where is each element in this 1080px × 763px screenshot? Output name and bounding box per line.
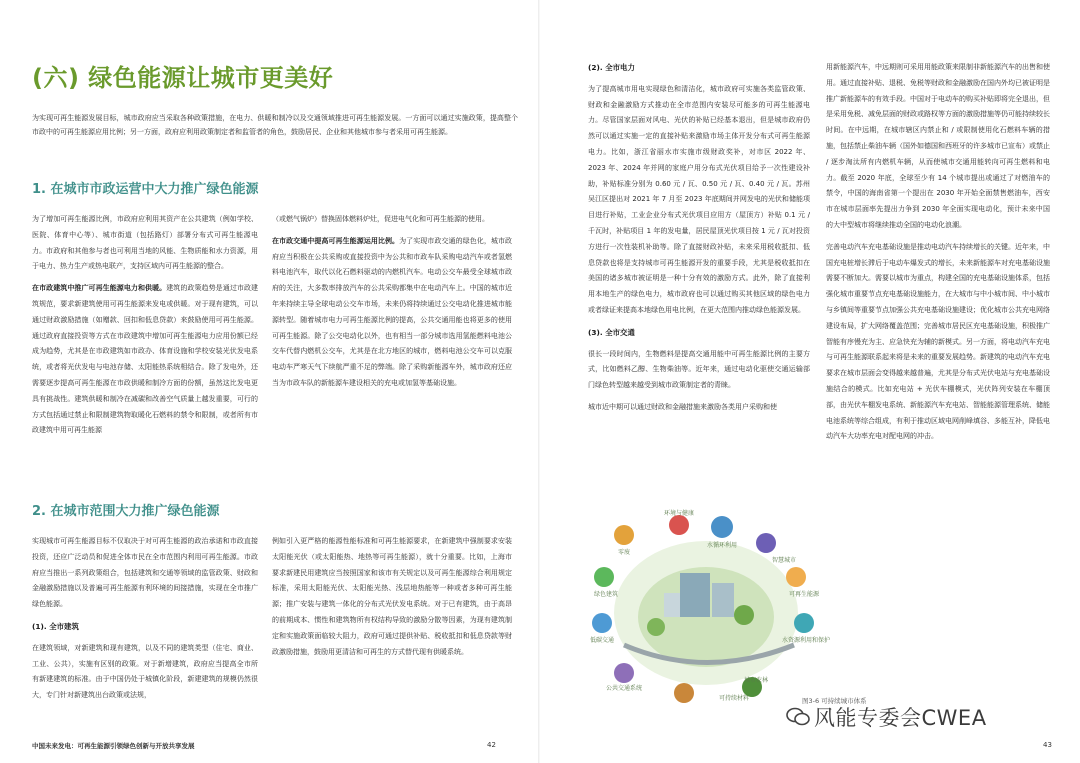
figure-label: 水循环利用 xyxy=(706,542,737,549)
paragraph: 用新能源汽车，中远期则可采用用能政策来限制非新能源汽车的出售和使用。通过直接补贴、退税、免税等财政和金融激励在国内外均已被证明是推广新能源车的有效手段。中国对于电动车的购买补贴即将完全退出，但是采用免税、减免层面的财政或路权等方面的激励措施等仍可能持续较长时间。在中远期，在城市辖区内禁止和 / 或限制使用化石燃料车辆的措施，包括禁止柴油车辆（国外如德国和西班牙的许多城市已宣布）或禁止 / 逐步淘汰所有内燃机车辆，从而使城市交通用能转向可再生燃料和电力。截至 2020 年底，全球至少有 14 个城市提出或通过了对燃油车的禁令，中国的海南省第一个提出在 2030 年开始全面禁售燃油车，西安市在城市层面率先提出力争到 2030 年全面实现电动化，预计未来中国的大中型城市将继续推动全国的电动化浪潮。 xyxy=(826,63,1050,229)
paragraph: 实现城市可再生能源目标不仅取决于对可再生能源的政治承诺和市政直接投资，还应广泛动员和促进全体市民在全市范围内利用可再生能源。市政府应当推出一系列政策组合，包括建筑和交通等领域的监管政策、财政和金融激励措施以及普遍可再生能源有利环境的间接措施，实现在全市推广绿色能源。 xyxy=(32,537,258,609)
paragraph: 例如引入更严格的能源性能标准和可再生能源要求，在新建筑中强制要求安装太阳能光伏（或太阳能热、地热等可再生能源），就十分重要。比如，上海市要求新建民用建筑应当按照国家和该市有关规定以及可再生能源综合利用规定标准，采用太阳能光伏、太阳能光热、浅层地热能等一种或者多种可再生能源；推广安装与建筑一体化的分布式光伏发电系统。对于已有建筑，由于高昂的前期成本、惯性和建筑物所有权结构导致的激励分散等因素，为现有建筑制定和实施政策面临较大阻力，政府可通过提供补贴、税收抵扣和低息贷款等财政激励措施，鼓励用更清洁和可再生的方式替代现有供暖系统。 xyxy=(272,537,512,656)
paragraph: 城市近中期可以通过财政和金融措施来激励各类用户采购和使 xyxy=(588,402,777,411)
renewable-energy-icon xyxy=(786,567,806,587)
paragraph-body: 为了实现市政交通的绿色化，城市政府应当积极在公共采购或直接投资中为公共和市政车队采购电动汽车或者氢燃料电池汽车，取代以化石燃料驱动的内燃机汽车。电动公交车最受全球城市政府的关注，大多数率排放汽车的公共采购都集中在电动汽车上。中国的城市近年来持续主导全球电动公交车市场，未来仍将持续通过公交电动化推进城市能源转型。随着城市电力可再生能源比例的提高，公共交通用能也将更多的使用可再生能源。除了公交电动化以外，也有相当一部分城市选用氢能燃料电池公交车代替内燃机公交车，尤其是在北方地区的城市，燃料电池公交车可以克服电动车严寒天气下续航严重不足的弊端。除了采购新能源车外，城市政府还应当为市政车队的新能源车建设相关的充电或加氢等基础设施。 xyxy=(272,236,513,387)
public-transit-icon xyxy=(614,663,634,683)
bold-lead: 在市政建筑中推广可再生能源电力和供暖。 xyxy=(32,284,167,293)
section1-heading: 1. 在城市市政运营中大力推广绿色能源 xyxy=(32,182,259,197)
paragraph: 为了增加可再生能源比例，市政府应利用其资产在公共建筑（例如学校、医院、体育中心等）、城市街道（包括路灯）部署分布式可再生能源电力。市政府和其他参与者也可利用当地的风能、生物质能和水力资源，用于电力、热力生产或热电联产，支持区域内可再生能源的整合。 xyxy=(32,215,258,271)
paragraph xyxy=(272,234,512,392)
figure-label: 智慧城市 xyxy=(771,557,796,564)
low-carbon-transport-icon xyxy=(592,613,612,633)
figure-label: 可再生能源 xyxy=(788,591,819,598)
water-cycle-icon xyxy=(711,516,733,538)
section1-col2 xyxy=(272,212,512,398)
smart-city-icon xyxy=(756,533,776,553)
watermark xyxy=(786,702,987,732)
page-number: 43 xyxy=(1043,741,1052,749)
right-col2 xyxy=(826,60,1050,451)
paragraph: （或燃气锅炉）替换固体燃料炉灶，促进电气化和可再生能源的使用。 xyxy=(272,215,489,223)
sustainable-city-figure xyxy=(584,505,834,705)
intro-paragraph: 为实现可再生能源发展目标，城市政府应当采取各种政策措施，在电力、供暖和制冷以及交通领域推进可再生能源发展。一方面可以通过实施政策，提高整个市政中的可再生能源应用比例；另一方面，政府应利用政策制定者和监管者的角色，鼓励居民、企业和其他城市参与者采用可再生能源。 xyxy=(32,114,518,136)
figure-label: 环境与健康 xyxy=(663,510,694,517)
figure-label: 城市农林 xyxy=(743,677,768,684)
section2-heading: 2. 在城市范围大力推广绿色能源 xyxy=(32,504,220,519)
building-icon xyxy=(680,573,710,617)
city-illustration xyxy=(584,505,834,705)
figure-label: 零废 xyxy=(617,549,630,556)
bold-lead: 在市政交通中提高可再生能源运用比例。 xyxy=(272,236,400,245)
section2-col1 xyxy=(32,534,258,710)
figure-label: 绿色建筑 xyxy=(593,591,618,598)
paragraph: 在建筑领域，对新建筑和现有建筑，以及不同的建筑类型（住宅、商业、工业、公共），实施有区别的政策。对于新增建筑，政府应当提高全市所有新建建筑的标准。由于中国仍处于城镇化阶段，新建建筑的规模仍然很大，专门针对新建筑出台政策或法规， xyxy=(32,643,258,700)
watermark-text: 风能专委会CWEA xyxy=(814,706,987,730)
right-col1 xyxy=(588,60,810,422)
tree-icon xyxy=(647,618,665,636)
page-title: (六) 绿色能源让城市更美好 xyxy=(32,64,334,92)
water-protection-icon xyxy=(794,613,814,633)
paragraph: 完善电动汽车充电基础设施是推动电动汽车持续增长的关键。近年来，中国充电桩增长滞后于电动车爆发式的增长，未来新能源车对充电基础设施需要不断加大。需要以城市为重点，构建全国的充电基础设施体系，包括强化城市重要节点充电基础设施能力，在大城市与中小城市间、中小城市与乡镇间等重要节点加强公共充电基础设施建设；优化城市公共充电网络建设布局，扩大网络覆盖范围；完善城市居民区充电基础设施，积极推广智能有序慢充为主、应急快充为辅的新模式。另一方面，将电动汽车充电与可再生能源联系起来将是未来的重要发展趋势。新建筑的电动汽车充电要求在城市层面会变得越来越普遍，尤其是分布式光伏电站与充电基础设施结合的模式。比如充电站 + 光伏车棚模式，光伏阵列安装在车棚顶部，由光伏车棚发电系统、新能源汽车充电站、智能能源管理系统、储能电池系统等综合组成，有利于推动区域电网削峰填谷、多能互补，降低电动汽车大功率充电对配电网的冲击。 xyxy=(826,242,1050,441)
figure-label: 低碳交通 xyxy=(589,637,614,644)
building-icon xyxy=(712,583,734,617)
tree-icon xyxy=(734,605,754,625)
materials-icon xyxy=(674,683,694,703)
paragraph: 很长一段时间内，生物燃料是提高交通用能中可再生能源比例的主要方式，比如燃料乙醇、生物柴油等。近年来，通过电动化驱使交通运输部门绿色转型越来越受到城市政策制定者的青睐。 xyxy=(588,349,810,390)
paragraph xyxy=(32,281,258,439)
health-icon xyxy=(669,515,689,535)
subheading-buildings: (1). 全市建筑 xyxy=(32,621,79,631)
subheading-transport: (3). 全市交通 xyxy=(588,327,635,337)
subheading-power: (2). 全市电力 xyxy=(588,63,635,72)
building-icon xyxy=(664,593,680,617)
section1-col1 xyxy=(32,212,258,445)
green-building-icon xyxy=(594,567,614,587)
zero-waste-icon xyxy=(614,525,634,545)
page-number: 42 xyxy=(487,741,496,749)
paragraph-body: 建筑的政策趋势是通过市政建筑规范，要求新建筑使用可再生能源来发电或供暖。对于现有建筑，可以通过财政激励措施（如赠款、回扣和低息贷款）来鼓励使用可再生能源。通过政府直接投资等方式在市政建筑中增加可再生能源电力应用份额已经成为趋势，尤其是在市政建筑如市政办、体育设施和学校安装光伏发电系统，或者将光伏发电与电池存储、太阳能热系统相结合。除了发电外，还需要逐步提高可再生能源在市政供暖和制冷方面的份额，虽然这比发电更具有挑战性。建筑供暖和制冷在减碳和改善空气质量上越发重要，可行的方式包括通过禁止和限制建筑物取暖化石燃料的禁令和限制，或者所有市政建筑中用可再生能源 xyxy=(32,284,259,435)
figure-label: 水资源利用和保护 xyxy=(781,637,830,644)
paragraph: 为了提高城市用电实现绿色和清洁化，城市政府可实施各类监管政策、财政和金融激励方式推动在全市范围内安装尽可能多的可再生能源电力。尽管国家层面对风电、光伏的补贴已经基本退出，但是城市政府仍然可以通过实施一定的直接补贴来激励市场主体开发分布式可再生能源电力。比如，浙江省丽水市实施市级财政奖补，对市区 2022 年、2023 年、2024 年并网的家庭户用分布式光伏项目给予一次性建设补助，补贴标准分别为 0.60 元 / 瓦、0.50 元 / 瓦、0.40 元 / 瓦。苏州吴江区提出对 2021 年 7 月至 2023 年底期间并网发电的光伏和储能项目进行补贴，工业企业分布式光伏项目应用方（屋顶方）补贴 0.1 元 / 千瓦时，补贴项目 1 年的发电量，居民屋顶光伏项目按 1 元 / 瓦对投资方进行一次性装机补助等。除了直接财政补贴，未来采用税收抵扣、低息贷款也将是支持城市可再生能源开发的重要手段，尤其是税收抵扣在美国的诸多城市被证明是一种十分有效的激励方式。此外，除了直接利用本地生产的绿色电力，城市政府也可以通过购买其他区域的绿色电力或者绿证来提高本地绿色用电比例，在更大范围内推动绿色能源发展。 xyxy=(588,84,810,314)
wechat-icon xyxy=(786,707,810,732)
footer-title: 中国未来发电：可再生能源引领绿色创新与开放共享发展 xyxy=(32,742,195,750)
figure-caption: 图3-6 可持续城市体系 xyxy=(802,697,867,705)
figure-label: 可持续材料 xyxy=(718,695,749,702)
section2-col2 xyxy=(272,534,512,666)
figure-label: 公共交通系统 xyxy=(605,685,642,692)
